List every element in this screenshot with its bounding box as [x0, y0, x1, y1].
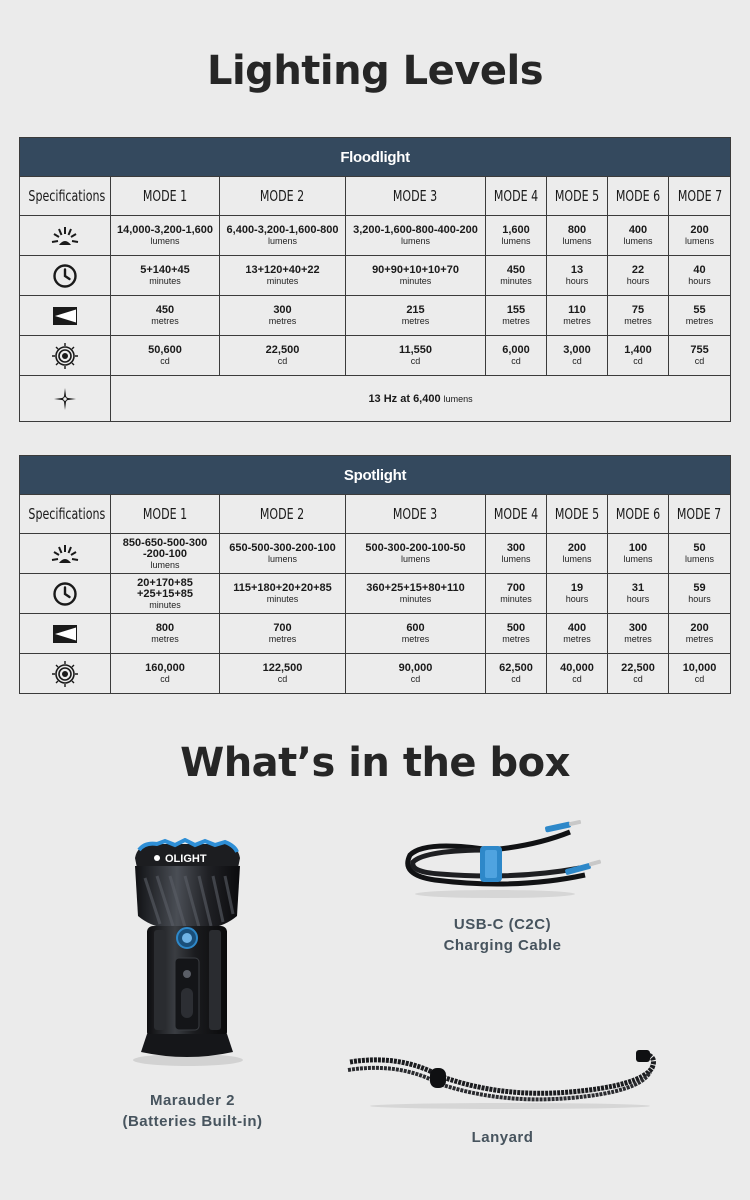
spec-unit: metres	[401, 316, 430, 326]
spec-unit: cd	[633, 356, 643, 366]
spec-unit: cd	[160, 356, 170, 366]
spec-cell	[547, 216, 608, 256]
spec-cell	[669, 336, 731, 376]
spec-cell	[346, 216, 486, 256]
clock-icon	[20, 574, 111, 614]
spec-cell	[608, 574, 669, 614]
spec-cell	[608, 534, 669, 574]
spec-unit: metres	[502, 316, 530, 326]
mode-header: MODE 3	[346, 495, 486, 534]
mode-header: MODE 5	[547, 177, 608, 216]
spec-cell	[111, 574, 220, 614]
spec-cell	[608, 654, 669, 694]
spec-cell	[111, 216, 220, 256]
lanyard-caption	[410, 1127, 595, 1148]
strobe-value: 13 Hz at 6,400 lumens	[111, 376, 731, 422]
spec-cell	[547, 654, 608, 694]
spec-cell	[220, 336, 346, 376]
brightness-icon	[20, 534, 111, 574]
spec-unit: metres	[685, 634, 714, 644]
spec-value: 122,500	[262, 662, 303, 674]
spec-value: 90,000	[398, 662, 433, 674]
spec-value: 850-650-500-300 -200-100	[122, 536, 208, 560]
spec-cell	[547, 296, 608, 336]
spec-cell	[547, 614, 608, 654]
spec-value: 155	[506, 304, 526, 316]
spec-cell	[608, 296, 669, 336]
spec-unit: cd	[572, 674, 582, 684]
beam-distance-icon	[20, 614, 111, 654]
spec-unit: lumens	[562, 236, 592, 246]
spec-unit: metres	[624, 316, 652, 326]
spec-value: 600	[406, 622, 425, 634]
spec-cell	[346, 336, 486, 376]
clock-icon	[20, 256, 111, 296]
spec-cell	[346, 296, 486, 336]
spec-value: 1,400	[624, 344, 652, 356]
spec-cell	[220, 216, 346, 256]
spec-value: 13	[570, 264, 584, 276]
spec-unit: lumens	[562, 554, 592, 564]
spec-value: 40,000	[560, 662, 594, 674]
spec-unit: hours	[688, 276, 711, 286]
spec-value: 22	[631, 264, 645, 276]
spec-cell	[669, 256, 731, 296]
spec-unit: cd	[511, 356, 521, 366]
spec-cell	[669, 296, 731, 336]
spec-unit: lumens	[501, 236, 531, 246]
spec-unit: lumens	[685, 554, 715, 564]
spec-unit: lumens	[400, 236, 430, 246]
lighting-levels-title: Lighting Levels	[206, 48, 543, 94]
spec-cell	[486, 296, 547, 336]
spec-value: 59	[693, 582, 706, 594]
spec-value: 500-300-200-100-50	[365, 542, 466, 554]
spec-cell	[111, 336, 220, 376]
spotlight-title: Spotlight	[20, 456, 731, 495]
spec-unit: minutes	[500, 594, 532, 604]
spec-label: Specifications	[20, 495, 111, 534]
spec-value: 62,500	[499, 662, 533, 674]
spec-cell	[486, 336, 547, 376]
spec-cell	[486, 574, 547, 614]
spec-cell	[669, 574, 731, 614]
spec-value: 3,000	[563, 344, 591, 356]
spec-cell	[547, 534, 608, 574]
brightness-icon	[20, 216, 111, 256]
spec-unit: metres	[151, 634, 179, 644]
spec-value: 50,600	[148, 344, 182, 356]
floodlight-header-row	[20, 177, 731, 216]
spec-value: 110	[568, 304, 586, 316]
spec-value: 13+120+40+22	[245, 264, 320, 276]
spec-unit: cd	[277, 356, 288, 366]
spec-cell	[111, 256, 220, 296]
spec-unit: lumens	[267, 554, 297, 564]
mode-header: MODE 2	[220, 177, 346, 216]
spec-cell	[220, 574, 346, 614]
floodlight-title: Floodlight	[20, 138, 731, 177]
spotlight-table	[19, 455, 731, 694]
spec-cell	[111, 654, 220, 694]
mode-header: MODE 7	[669, 495, 731, 534]
spec-unit: cd	[410, 356, 421, 366]
spec-unit: metres	[268, 634, 297, 644]
spec-cell	[346, 614, 486, 654]
spec-cell	[346, 654, 486, 694]
spec-unit: cd	[511, 674, 521, 684]
spec-cell	[346, 256, 486, 296]
spec-value: 10,000	[682, 662, 717, 674]
spec-unit: minutes	[399, 276, 432, 286]
spec-unit: cd	[633, 674, 643, 684]
spec-unit: lumens	[501, 554, 531, 564]
spec-cell	[486, 534, 547, 574]
spec-unit: hours	[688, 594, 711, 604]
whats-in-the-box-title: What’s in the box	[180, 740, 570, 786]
spec-unit: cd	[410, 674, 421, 684]
spec-cell	[547, 256, 608, 296]
mode-header: MODE 5	[547, 495, 608, 534]
mode-header: MODE 6	[608, 177, 669, 216]
intensity-icon	[20, 654, 111, 694]
spec-unit: minutes	[266, 594, 299, 604]
spec-unit: hours	[565, 594, 589, 604]
spec-unit: metres	[563, 316, 591, 326]
spec-value: 1,600	[502, 224, 530, 236]
spec-unit: lumens	[400, 554, 430, 564]
strobe-icon	[20, 376, 111, 422]
intensity-icon	[20, 336, 111, 376]
spec-row	[20, 296, 731, 336]
beam-distance-icon	[20, 296, 111, 336]
spec-unit: minutes	[266, 276, 299, 286]
spec-value: 50	[693, 542, 706, 554]
spec-cell	[220, 654, 346, 694]
spec-value: 200	[690, 224, 709, 236]
flashlight-caption	[100, 1090, 285, 1132]
spec-unit: minutes	[149, 276, 181, 286]
spec-value: 300	[273, 304, 292, 316]
flashlight-note: (Batteries Built-in)	[122, 1113, 263, 1130]
spec-unit: lumens	[623, 554, 653, 564]
spec-row	[20, 614, 731, 654]
spec-cell	[486, 654, 547, 694]
spec-cell	[547, 574, 608, 614]
spec-value: 200	[567, 542, 587, 554]
spec-cell	[669, 216, 731, 256]
spec-row	[20, 336, 731, 376]
spec-unit: lumens	[685, 236, 715, 246]
spec-unit: metres	[401, 634, 430, 644]
spec-value: 115+180+20+20+85	[233, 582, 332, 594]
spec-value: 755	[690, 344, 709, 356]
spec-unit: metres	[685, 316, 714, 326]
spec-unit: metres	[563, 634, 591, 644]
spec-value: 300	[506, 542, 526, 554]
spec-cell	[346, 534, 486, 574]
spec-value: 450	[506, 264, 526, 276]
spec-value: 450	[155, 304, 175, 316]
spec-value: 800	[155, 622, 175, 634]
spotlight-header-row	[20, 495, 731, 534]
spec-value: 14,000-3,200-1,600	[116, 224, 214, 236]
spec-unit: hours	[626, 276, 650, 286]
spec-value: 215	[406, 304, 425, 316]
spec-value: 160,000	[145, 662, 185, 674]
cable-name: USB-C (C2C)	[453, 916, 552, 933]
spec-value: 3,200-1,600-800-400-200	[353, 224, 478, 236]
mode-header: MODE 1	[111, 495, 220, 534]
spec-row	[20, 256, 731, 296]
flashlight-image	[125, 838, 250, 1068]
spec-value: 400	[567, 622, 587, 634]
flashlight-name: Marauder 2	[149, 1092, 236, 1109]
spec-cell	[608, 614, 669, 654]
spec-unit: cd	[277, 674, 288, 684]
spec-value: 20+170+85 +25+15+85	[137, 576, 193, 600]
spec-cell	[608, 216, 669, 256]
mode-header: MODE 4	[486, 495, 547, 534]
spec-value: 6,400-3,200-1,600-800	[226, 224, 339, 236]
spec-cell	[608, 256, 669, 296]
spec-value: 700	[506, 582, 526, 594]
spec-value: 360+25+15+80+110	[366, 582, 465, 594]
spec-value: 700	[273, 622, 292, 634]
lanyard-image	[340, 1040, 660, 1110]
spec-cell	[111, 534, 220, 574]
cable-caption	[410, 914, 595, 956]
spec-cell	[486, 614, 547, 654]
mode-header: MODE 7	[669, 177, 731, 216]
spec-cell	[111, 296, 220, 336]
spec-cell	[111, 614, 220, 654]
spec-unit: metres	[502, 634, 530, 644]
spec-value: 40	[693, 264, 706, 276]
spec-value: 31	[631, 582, 645, 594]
spec-value: 75	[631, 304, 645, 316]
spec-unit: lumens	[623, 236, 653, 246]
spec-value: 400	[628, 224, 648, 236]
spec-value: 19	[570, 582, 584, 594]
mode-header: MODE 4	[486, 177, 547, 216]
spec-cell	[220, 256, 346, 296]
spec-unit: cd	[694, 674, 705, 684]
spec-unit: lumens	[267, 236, 297, 246]
spec-unit: metres	[151, 316, 179, 326]
spec-row	[20, 534, 731, 574]
spec-unit: hours	[626, 594, 650, 604]
spec-cell	[608, 336, 669, 376]
spec-cell	[486, 216, 547, 256]
spec-row	[20, 654, 731, 694]
strobe-row	[20, 376, 731, 422]
floodlight-table	[19, 137, 731, 422]
spec-unit: cd	[694, 356, 705, 366]
spec-cell	[346, 574, 486, 614]
mode-header: MODE 3	[346, 177, 486, 216]
spec-value: 11,550	[398, 344, 433, 356]
spec-unit: minutes	[399, 594, 432, 604]
spec-cell	[220, 296, 346, 336]
spec-value: 100	[628, 542, 648, 554]
spec-cell	[669, 614, 731, 654]
spec-row	[20, 574, 731, 614]
spec-unit: lumens	[150, 559, 180, 570]
spec-unit: cd	[160, 674, 170, 684]
spec-unit: cd	[572, 356, 582, 366]
spec-value: 800	[567, 224, 587, 236]
mode-header: MODE 1	[111, 177, 220, 216]
spec-label: Specifications	[20, 177, 111, 216]
spec-unit: minutes	[149, 599, 181, 610]
spec-unit: minutes	[500, 276, 532, 286]
spec-cell	[669, 534, 731, 574]
spec-value: 6,000	[502, 344, 530, 356]
lanyard-name: Lanyard	[471, 1129, 534, 1146]
spec-value: 90+90+10+10+70	[372, 264, 459, 276]
spec-unit: lumens	[150, 236, 180, 246]
spec-value: 5+140+45	[140, 264, 190, 276]
cable-note: Charging Cable	[443, 937, 562, 954]
mode-header: MODE 6	[608, 495, 669, 534]
spec-unit: metres	[624, 634, 652, 644]
spec-row	[20, 216, 731, 256]
spec-value: 500	[506, 622, 526, 634]
cable-image	[395, 820, 610, 900]
spec-value: 22,500	[621, 662, 655, 674]
spec-cell	[669, 654, 731, 694]
spec-unit: metres	[268, 316, 297, 326]
olight-logo: OLIGHT	[165, 853, 207, 865]
spec-cell	[220, 614, 346, 654]
mode-header: MODE 2	[220, 495, 346, 534]
spec-cell	[220, 534, 346, 574]
spec-cell	[486, 256, 547, 296]
spec-unit: hours	[565, 276, 589, 286]
spec-value: 55	[693, 304, 706, 316]
spec-cell	[547, 336, 608, 376]
spec-value: 300	[628, 622, 648, 634]
spec-value: 22,500	[265, 344, 300, 356]
spec-value: 650-500-300-200-100	[229, 542, 336, 554]
spec-value: 200	[690, 622, 709, 634]
